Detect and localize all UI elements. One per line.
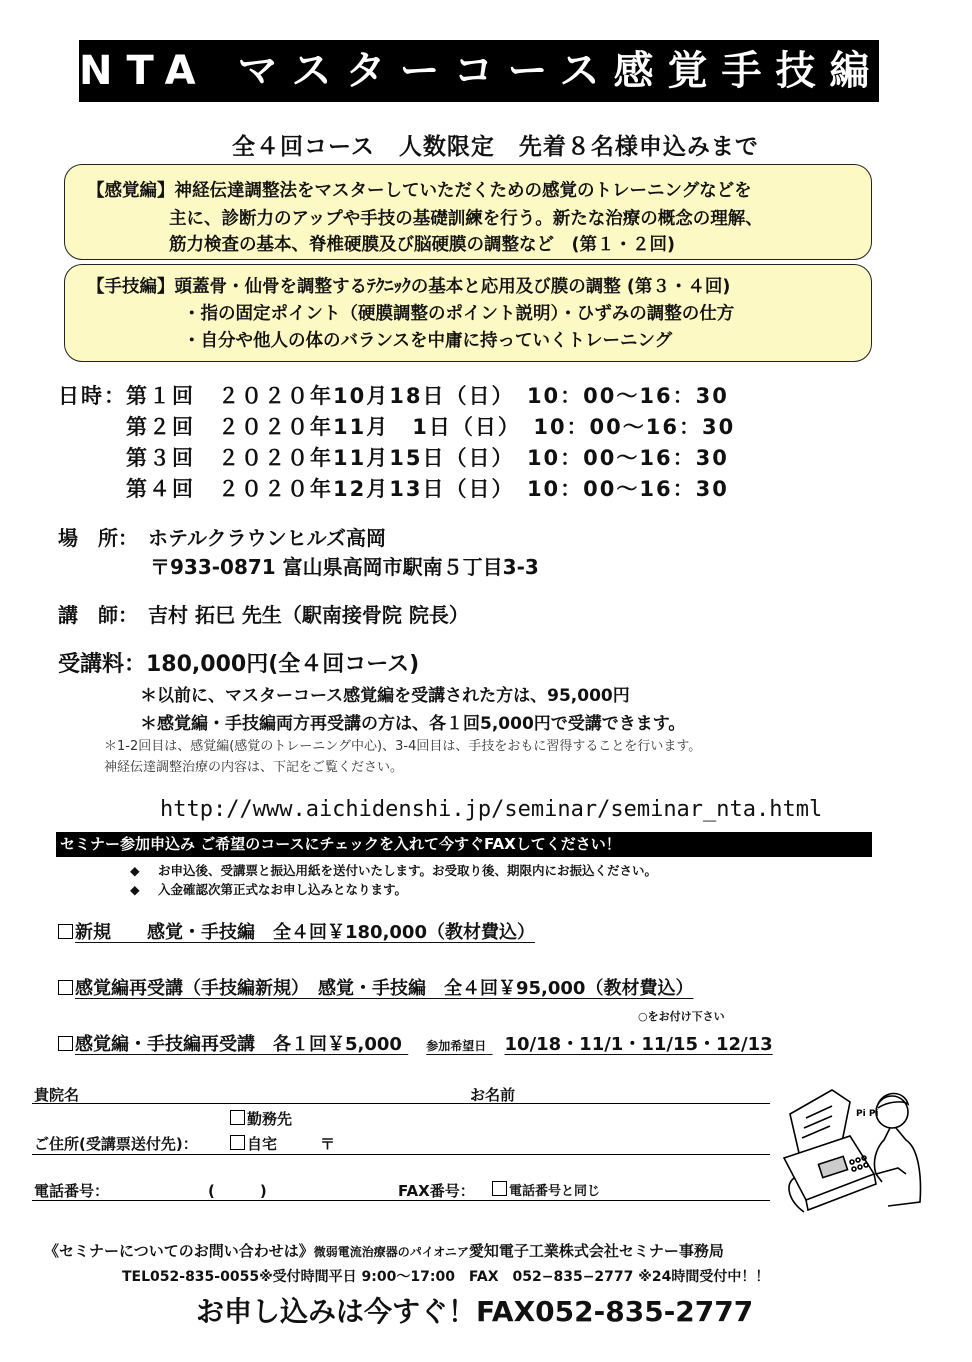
option-resit-sensory-label: 感覚編再受講（手技編新規） 感覚・手技編 全４回￥95,000（教材費込） (75, 978, 694, 999)
footer-contact-line (44, 1240, 724, 1261)
box1-line-3: 筋力検査の基本、脊椎硬膜及び脳硬膜の調整など (第１・２回) (169, 235, 675, 255)
fax-label: FAX番号： (398, 1182, 475, 1200)
work-label: 勤務先 (247, 1110, 293, 1128)
bullet-1-text: お申込後、受講票と振込用紙を送付いたします。お受取り後、期限内にお振込ください。 (157, 863, 657, 878)
schedule-row-2: 第２回 ２０２０年11月 1日（日） 10：00〜16：30 (126, 415, 736, 439)
checkbox-fax-same[interactable] (492, 1181, 507, 1196)
instructor-value: 吉村 拓巳 先生（駅南接骨院 院長） (148, 603, 469, 627)
address-underline[interactable] (32, 1154, 770, 1155)
footer-fax-cta: お申し込みは今すぐ！FAX052-835-2777 (196, 1295, 754, 1328)
technique-course-box (64, 264, 872, 362)
fee-note-1: ＊以前に、マスターコース感覚編を受講された方は、95,000円 (140, 686, 630, 706)
bullet-2-text: 入金確認次第正式なお申し込みとなります。 (157, 882, 407, 897)
home-label: 自宅 (247, 1135, 278, 1153)
clinic-label: 貴院名 (34, 1086, 80, 1104)
home-option[interactable] (230, 1133, 277, 1154)
option-resit-both-label: 感覚編・手技編再受講 各１回￥5,000 (75, 1034, 402, 1055)
box2-line-1: 【手技編】頭蓋骨・仙骨を調整するﾃｸﾆｯｸの基本と応用及び膜の調整 (第３・４回) (87, 277, 731, 297)
footer-pioneer: 微弱電流治療器のパイオニア (313, 1245, 469, 1259)
venue-address: 〒933-0871 富山県高岡市駅南５丁目3-3 (150, 555, 539, 579)
fee-small-note-1: ＊1-2回目は、感覚編(感覚のトレーニング中心)、3-4回目は、手技をおもに習得することを行います。 (104, 739, 702, 754)
option-resit-both-small: 参加希望日 (426, 1039, 487, 1053)
course-subtitle: 全４回コース 人数限定 先着８名様申込みまで (232, 134, 759, 160)
schedule-row-4: 第４回 ２０２０年12月13日（日） 10：00〜16：30 (126, 477, 729, 501)
fax-operator-illustration (780, 1082, 940, 1222)
page-title: NTA マスターコース感覚手技編 (79, 40, 879, 102)
schedule-label: 日時： (58, 384, 127, 408)
box2-line-3: ・自分や他人の体のバランスを中庸に持っていくトレーニング (183, 331, 673, 351)
sensory-course-box (64, 164, 872, 260)
fee-note-2: ＊感覚編・手技編両方再受講の方は、各１回5,000円で受講できます。 (140, 714, 686, 734)
diamond-icon: ◆ (130, 863, 140, 878)
fax-same-label: 電話番号と同じ (509, 1184, 601, 1199)
box1-line-1: 【感覚編】神経伝達調整法をマスターしていただくための感覚のトレーニングなどを (87, 181, 752, 201)
pipi-sound: Pi Pi (856, 1109, 879, 1119)
postal-mark: 〒 (320, 1135, 336, 1153)
address-label: ご住所(受講票送付先)： (34, 1135, 198, 1153)
footer-tel-fax: TEL052-835-0055※受付時間平日 9:00〜17:00 FAX 052−835−2777 ※24時間受付中！！ (122, 1269, 770, 1285)
bullet-1 (130, 861, 657, 879)
footer-company: 愛知電子工業株式会社セミナー事務局 (468, 1242, 724, 1260)
work-option[interactable] (230, 1108, 292, 1129)
option-resit-sensory[interactable] (58, 974, 693, 1000)
phone-paren: ( ) (208, 1182, 267, 1200)
apply-bar: セミナー参加申込み ご希望のコースにチェックを入れて今すぐFAXしてください！ (56, 832, 872, 857)
box1-line-2: 主に、診断力のアップや手技の基礎訓練を行う。新たな治療の概念の理解、 (169, 209, 763, 229)
bullet-2 (130, 880, 407, 898)
schedule-row-3: 第３回 ２０２０年11月15日（日） 10：00〜16：30 (126, 446, 729, 470)
fee-text: 受講料：180,000円(全４回コース) (58, 652, 420, 677)
checkbox-new[interactable] (58, 924, 73, 939)
footer-inquiry: 《セミナーについてのお問い合わせは》 (44, 1242, 314, 1260)
schedule-row-1: 第１回 ２０２０年10月18日（日） 10：00〜16：30 (126, 384, 729, 408)
venue-name: ホテルクラウンヒルズ高岡 (148, 526, 386, 550)
seminar-url[interactable]: http://www.aichidenshi.jp/seminar/seminar_nta.html (160, 797, 823, 822)
option-new-label: 新規 感覚・手技編 全４回￥180,000（教材費込） (75, 922, 535, 943)
option-resit-both[interactable] (58, 1030, 773, 1056)
box2-line-2: ・指の固定ポイント（硬膜調整のポイント説明）・ひずみの調整の仕方 (183, 304, 735, 324)
circle-note: ○をお付け下さい (638, 1010, 725, 1023)
checkbox-resit-both[interactable] (58, 1036, 73, 1051)
phone-underline[interactable] (32, 1200, 770, 1201)
option-resit-both-dates[interactable]: 10/18・11/1・11/15・12/13 (504, 1034, 773, 1055)
fee-small-note-2: 神経伝達調整治療の内容は、下記をご覧ください。 (104, 760, 404, 775)
checkbox-resit-sensory[interactable] (58, 980, 73, 995)
venue-label: 場 所： (58, 526, 138, 550)
option-new[interactable] (58, 918, 535, 944)
instructor-label: 講 師： (58, 603, 138, 627)
phone-label: 電話番号： (34, 1182, 110, 1200)
clinic-name-underline (32, 1103, 770, 1104)
checkbox-home[interactable] (230, 1135, 245, 1150)
fax-same-option[interactable] (492, 1180, 600, 1199)
checkbox-work[interactable] (230, 1110, 245, 1125)
diamond-icon: ◆ (130, 882, 140, 897)
name-label: お名前 (470, 1086, 516, 1104)
